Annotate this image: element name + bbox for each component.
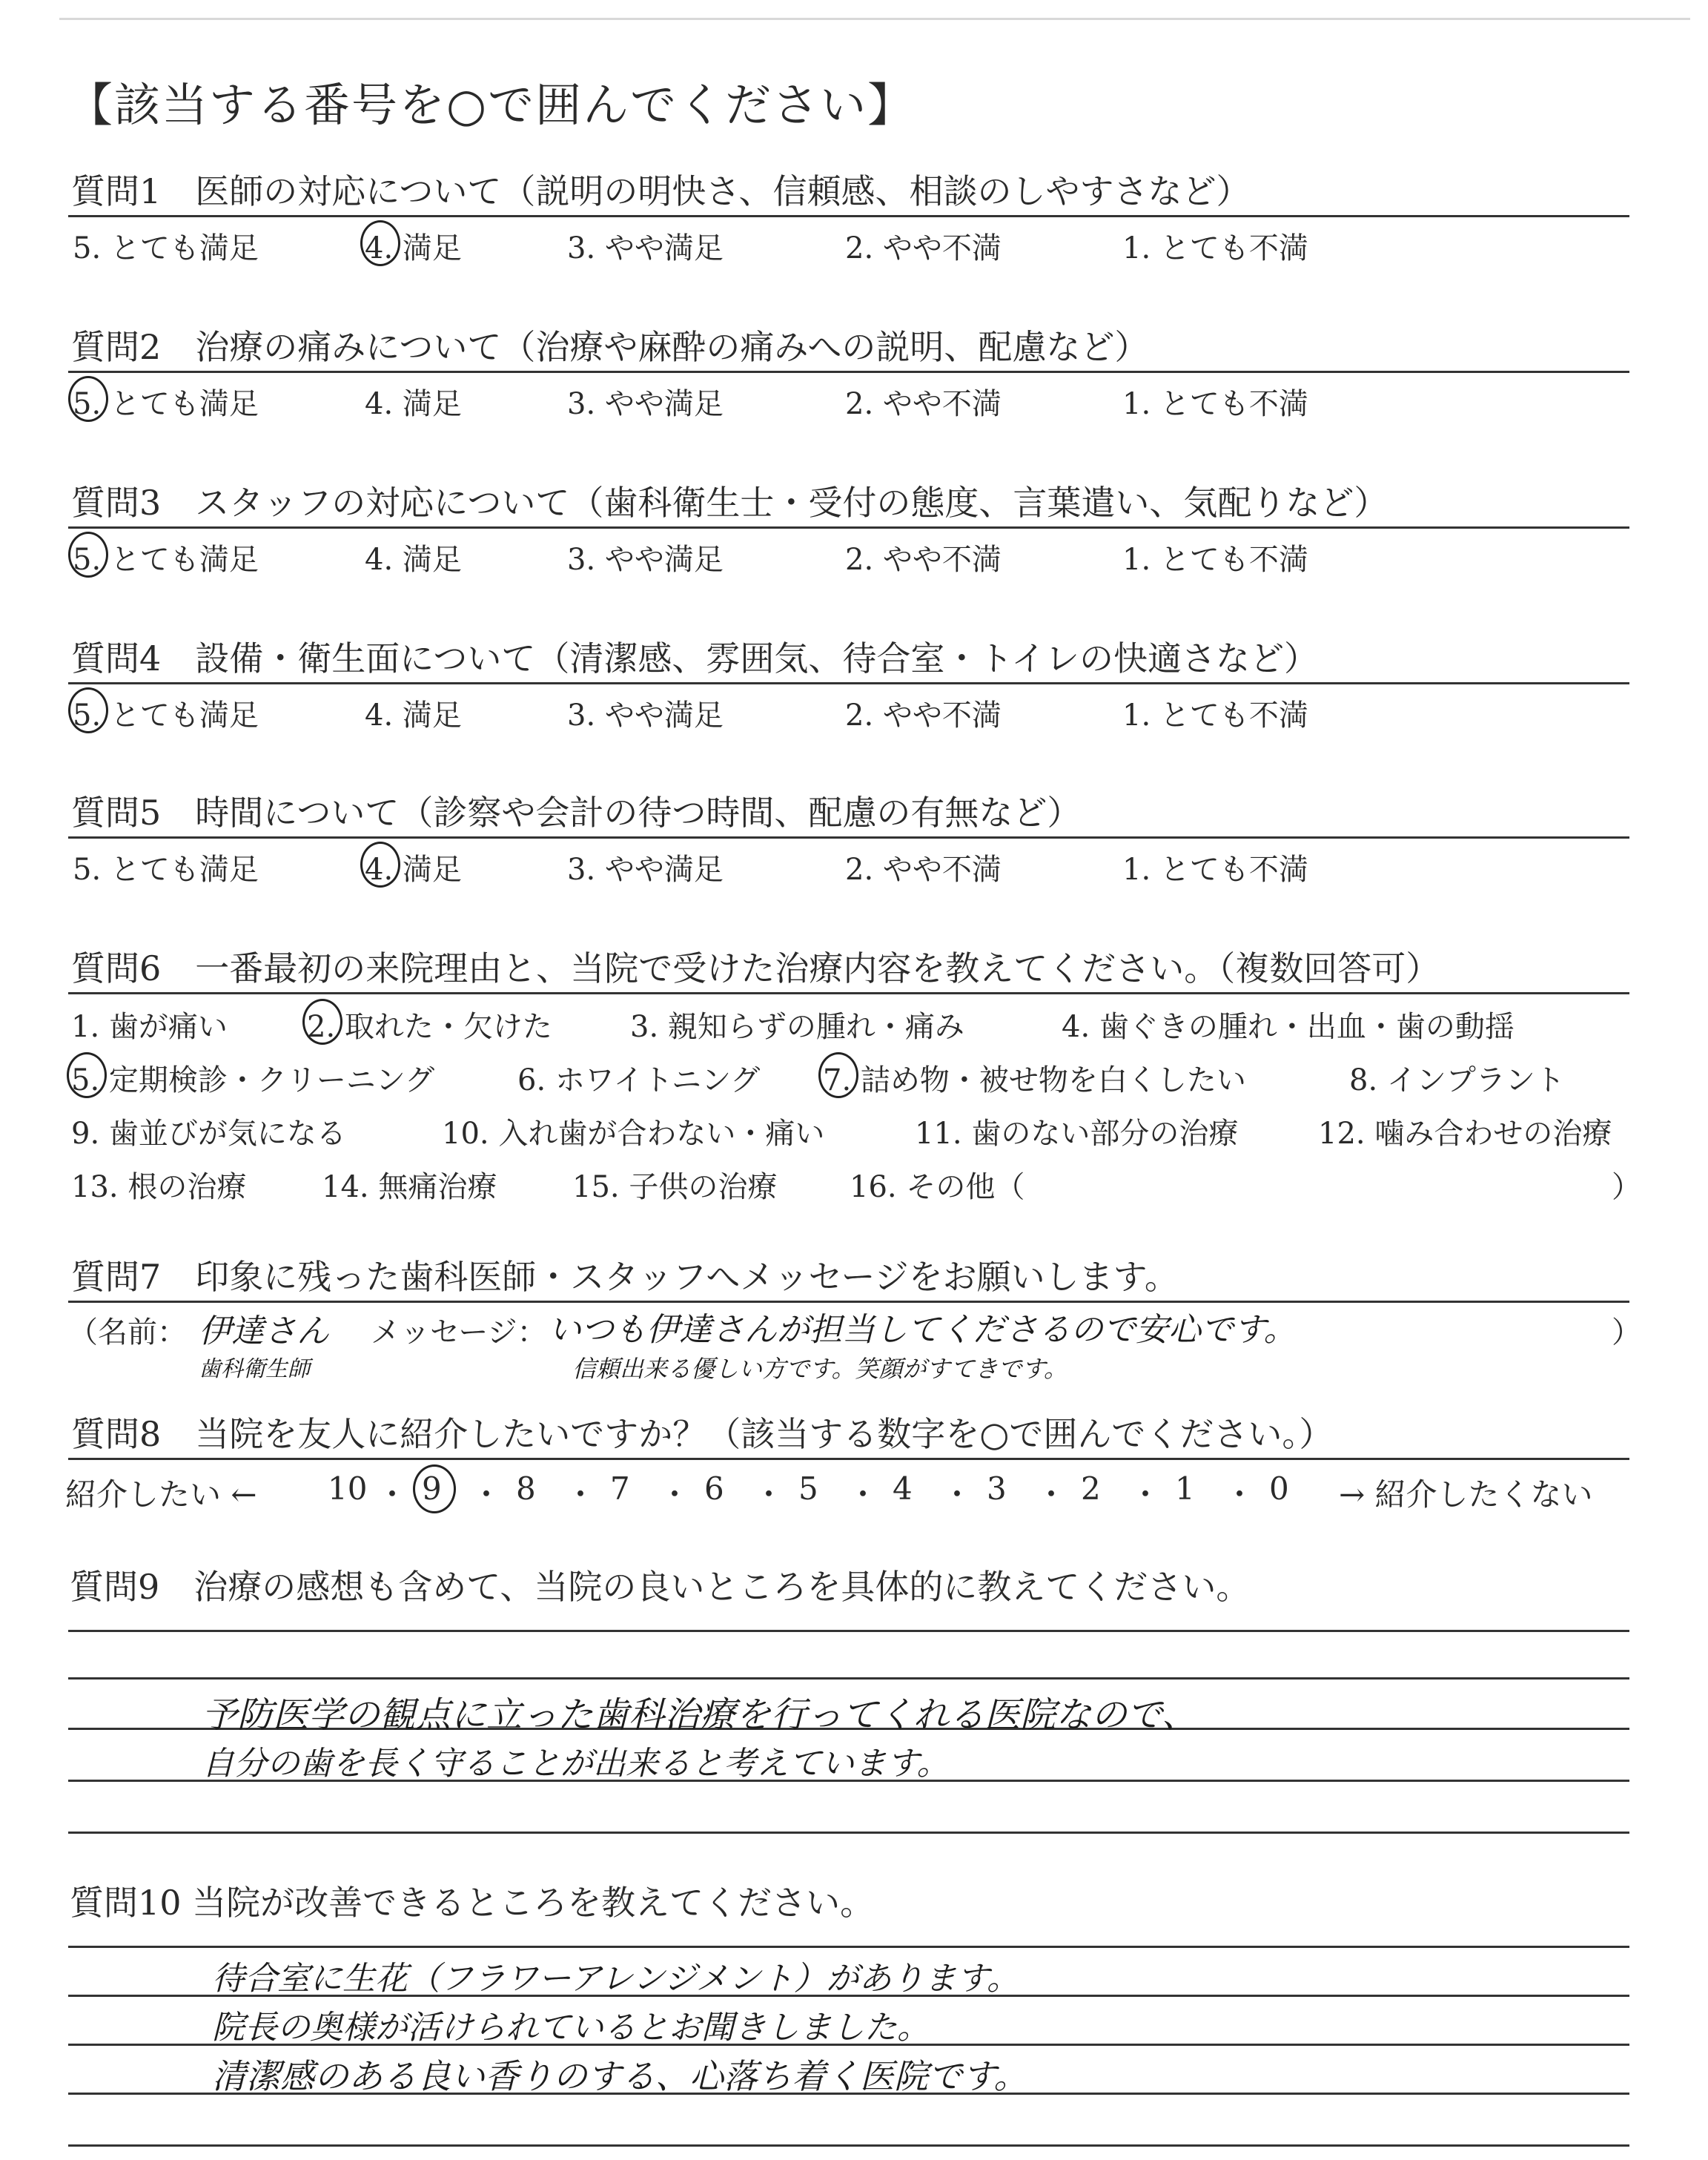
option-row xyxy=(68,994,1629,1048)
option[interactable]: 8. インプラント xyxy=(1349,1063,1565,1097)
scale-number[interactable]: 0 xyxy=(1269,1470,1289,1507)
option-row xyxy=(68,839,1629,891)
option-selected[interactable]: 5. とても満足 xyxy=(73,692,259,734)
answer-line xyxy=(68,1946,1629,1948)
option[interactable]: 13. 根の治療 xyxy=(71,1170,247,1204)
scale-number[interactable]: 3 xyxy=(987,1470,1007,1507)
question-10 xyxy=(68,1880,1629,1940)
option-row xyxy=(68,529,1629,581)
option[interactable]: 3. やや満足 xyxy=(567,231,724,265)
option[interactable]: 4. 満足 xyxy=(365,543,462,577)
circle-mark-icon xyxy=(68,532,108,578)
question-title: 質問3 スタッフの対応について（歯科衛生士・受付の態度、言葉遣い、気配りなど） xyxy=(68,480,1629,529)
question-8 xyxy=(65,1412,1629,1519)
scale-separator: ・ xyxy=(377,1476,408,1513)
question-title: 質問8 当院を友人に紹介したいですか？（該当する数字を○で囲んでください。） xyxy=(68,1412,1629,1460)
handwritten-message-line-2[interactable]: 信頼出来る優しい方です。笑顔がすてきです。 xyxy=(572,1355,1068,1383)
answer-line xyxy=(68,1832,1629,1834)
option[interactable]: 14. 無痛治療 xyxy=(322,1170,497,1204)
option[interactable]: 10. 入れ歯が合わない・痛い xyxy=(442,1117,825,1151)
option-selected[interactable]: 5. 定期検診・クリーニング xyxy=(71,1057,434,1099)
option[interactable]: 2. やや不満 xyxy=(845,853,1002,887)
circle-mark-icon xyxy=(818,1052,858,1098)
option[interactable]: 2. やや不満 xyxy=(845,698,1002,733)
option[interactable]: 4. 満足 xyxy=(365,698,462,733)
question-title: 質問1 医師の対応について（説明の明快さ、信頼感、相談のしやすさなど） xyxy=(68,169,1629,217)
top-border xyxy=(59,18,1690,20)
message-label: メッセージ： xyxy=(371,1315,547,1350)
scale-separator: ・ xyxy=(659,1476,691,1513)
scale-number[interactable]: 7 xyxy=(610,1470,630,1507)
option[interactable]: 6. ホワイトニング xyxy=(517,1063,761,1097)
question-5 xyxy=(68,790,1629,891)
scale-number-selected[interactable]: 9 xyxy=(422,1470,442,1507)
question-title: 質問5 時間について（診察や会計の待つ時間、配慮の有無など） xyxy=(68,790,1629,839)
scale-number[interactable]: 4 xyxy=(893,1470,913,1507)
option[interactable]: 1. とても不満 xyxy=(1122,853,1308,887)
scale-number[interactable]: 1 xyxy=(1175,1470,1195,1507)
option-row xyxy=(68,684,1629,736)
scale-number[interactable]: 10 xyxy=(328,1470,368,1507)
option[interactable]: 1. とても不満 xyxy=(1122,698,1308,733)
option[interactable]: 9. 歯並びが気になる xyxy=(71,1117,346,1151)
option[interactable]: 3. やや満足 xyxy=(567,543,724,577)
question-9 xyxy=(68,1565,1629,1624)
handwritten-message-line-1[interactable]: いつも伊達さんが担当してくださるので安心です。 xyxy=(549,1311,1297,1349)
answer-line xyxy=(68,1630,1629,1632)
scale-number[interactable]: 6 xyxy=(704,1470,724,1507)
option-row xyxy=(68,1101,1629,1155)
scale-number[interactable]: 2 xyxy=(1081,1470,1101,1507)
option-selected[interactable]: 5. とても満足 xyxy=(73,536,259,578)
option-selected[interactable]: 4. 満足 xyxy=(365,846,462,888)
circle-mark-icon xyxy=(413,1464,456,1513)
scale-left-label: 紹介したい ← xyxy=(65,1476,257,1513)
option-selected[interactable]: 5. とても満足 xyxy=(73,380,259,423)
scale-separator: ・ xyxy=(753,1476,785,1513)
handwritten-answer-line-2[interactable]: 院長の奥様が活けられているとお聞きしました。 xyxy=(212,2009,930,2047)
scale-separator: ・ xyxy=(1036,1476,1068,1513)
question-title: 質問7 印象に残った歯科医師・スタッフへメッセージをお願いします。 xyxy=(68,1255,1629,1303)
option-row xyxy=(68,373,1629,425)
name-label: （名前： xyxy=(68,1315,187,1350)
handwritten-name[interactable]: 伊達さん xyxy=(199,1312,329,1350)
option-selected[interactable]: 7. 詰め物・被せ物を白くしたい xyxy=(823,1057,1246,1099)
option[interactable]: 12. 噛み合わせの治療 xyxy=(1318,1117,1612,1151)
circle-mark-icon xyxy=(68,376,108,422)
option[interactable]: 16. その他（ xyxy=(850,1170,1025,1204)
option[interactable]: 5. とても満足 xyxy=(73,231,259,265)
circle-mark-icon xyxy=(67,1052,107,1098)
scale-number[interactable]: 8 xyxy=(516,1470,536,1507)
handwritten-answer-line-1[interactable]: 待合室に生花（フラワーアレンジメント）があります。 xyxy=(212,1960,1019,1998)
handwritten-answer-line-2[interactable]: 自分の歯を長く守ることが出来ると考えています。 xyxy=(202,1745,950,1783)
scale-separator: ・ xyxy=(1130,1476,1162,1513)
question-2 xyxy=(68,325,1629,425)
option[interactable]: 1. とても不満 xyxy=(1122,231,1308,265)
option[interactable]: 2. やや不満 xyxy=(845,387,1002,421)
closing-paren: ） xyxy=(1612,1315,1641,1350)
option[interactable]: 3. やや満足 xyxy=(567,698,724,733)
circle-mark-icon xyxy=(302,999,342,1045)
scale-right-label: → 紹介したくない xyxy=(1339,1476,1593,1513)
option[interactable]: 3. 親知らずの腫れ・痛み xyxy=(630,1010,964,1044)
circle-mark-icon xyxy=(360,220,400,266)
scale-separator: ・ xyxy=(565,1476,597,1513)
option[interactable]: 15. 子供の治療 xyxy=(572,1170,778,1204)
option[interactable]: 5. とても満足 xyxy=(73,853,259,887)
handwritten-answer-line-1[interactable]: 予防医学の観点に立った歯科治療を行ってくれる医院なので、 xyxy=(202,1694,1198,1736)
rating-scale xyxy=(65,1460,1629,1519)
option-row xyxy=(68,217,1629,269)
handwritten-answer-line-3[interactable]: 清潔感のある良い香りのする、心落ち着く医院です。 xyxy=(212,2056,1028,2096)
answer-line xyxy=(68,2144,1629,2147)
question-title: 質問9 治療の感想も含めて、当院の良いところを具体的に教えてください。 xyxy=(70,1567,1251,1607)
option[interactable]: 1. とても不満 xyxy=(1122,387,1308,421)
option[interactable]: 4. 歯ぐきの腫れ・出血・歯の動揺 xyxy=(1062,1010,1515,1044)
question-title: 質問2 治療の痛みについて（治療や麻酔の痛みへの説明、配慮など） xyxy=(68,325,1629,373)
option[interactable]: 2. やや不満 xyxy=(845,543,1002,577)
answer-line xyxy=(68,1677,1629,1680)
question-4 xyxy=(68,636,1629,736)
question-1 xyxy=(68,169,1629,269)
question-title: 質問10 当院が改善できるところを教えてください。 xyxy=(70,1883,875,1923)
option-row xyxy=(68,1155,1641,1208)
page-title: 【該当する番号を○で囲んでください】 xyxy=(67,78,916,132)
option[interactable]: 1. とても不満 xyxy=(1122,543,1308,577)
option[interactable]: 11. 歯のない部分の治療 xyxy=(915,1117,1239,1151)
circle-mark-icon xyxy=(68,687,108,733)
option[interactable]: 2. やや不満 xyxy=(845,231,1002,265)
option[interactable]: 3. やや満足 xyxy=(567,853,724,887)
question-title: 質問4 設備・衛生面について（清潔感、雰囲気、待合室・トイレの快適さなど） xyxy=(68,636,1629,684)
option-selected[interactable]: 2. 取れた・欠けた xyxy=(307,1003,552,1046)
question-3 xyxy=(68,480,1629,581)
closing-paren: ） xyxy=(1612,1170,1641,1204)
option[interactable]: 4. 満足 xyxy=(365,387,462,421)
option[interactable]: 1. 歯が痛い xyxy=(71,1010,228,1044)
scale-separator: ・ xyxy=(471,1476,503,1513)
scale-separator: ・ xyxy=(847,1476,879,1513)
question-7 xyxy=(68,1255,1641,1392)
scale-separator: ・ xyxy=(941,1476,973,1513)
question-title: 質問6 一番最初の来院理由と、当院で受けた治療内容を教えてください。（複数回答可） xyxy=(68,946,1629,994)
handwritten-role[interactable]: 歯科衛生師 xyxy=(199,1356,310,1382)
option-selected[interactable]: 4. 満足 xyxy=(365,225,462,267)
message-area xyxy=(68,1303,1641,1392)
scale-number[interactable]: 5 xyxy=(798,1470,818,1507)
option-row xyxy=(68,1048,1629,1101)
circle-mark-icon xyxy=(360,842,400,888)
scale-separator: ・ xyxy=(1224,1476,1256,1513)
option[interactable]: 3. やや満足 xyxy=(567,387,724,421)
question-6 xyxy=(68,946,1641,1208)
